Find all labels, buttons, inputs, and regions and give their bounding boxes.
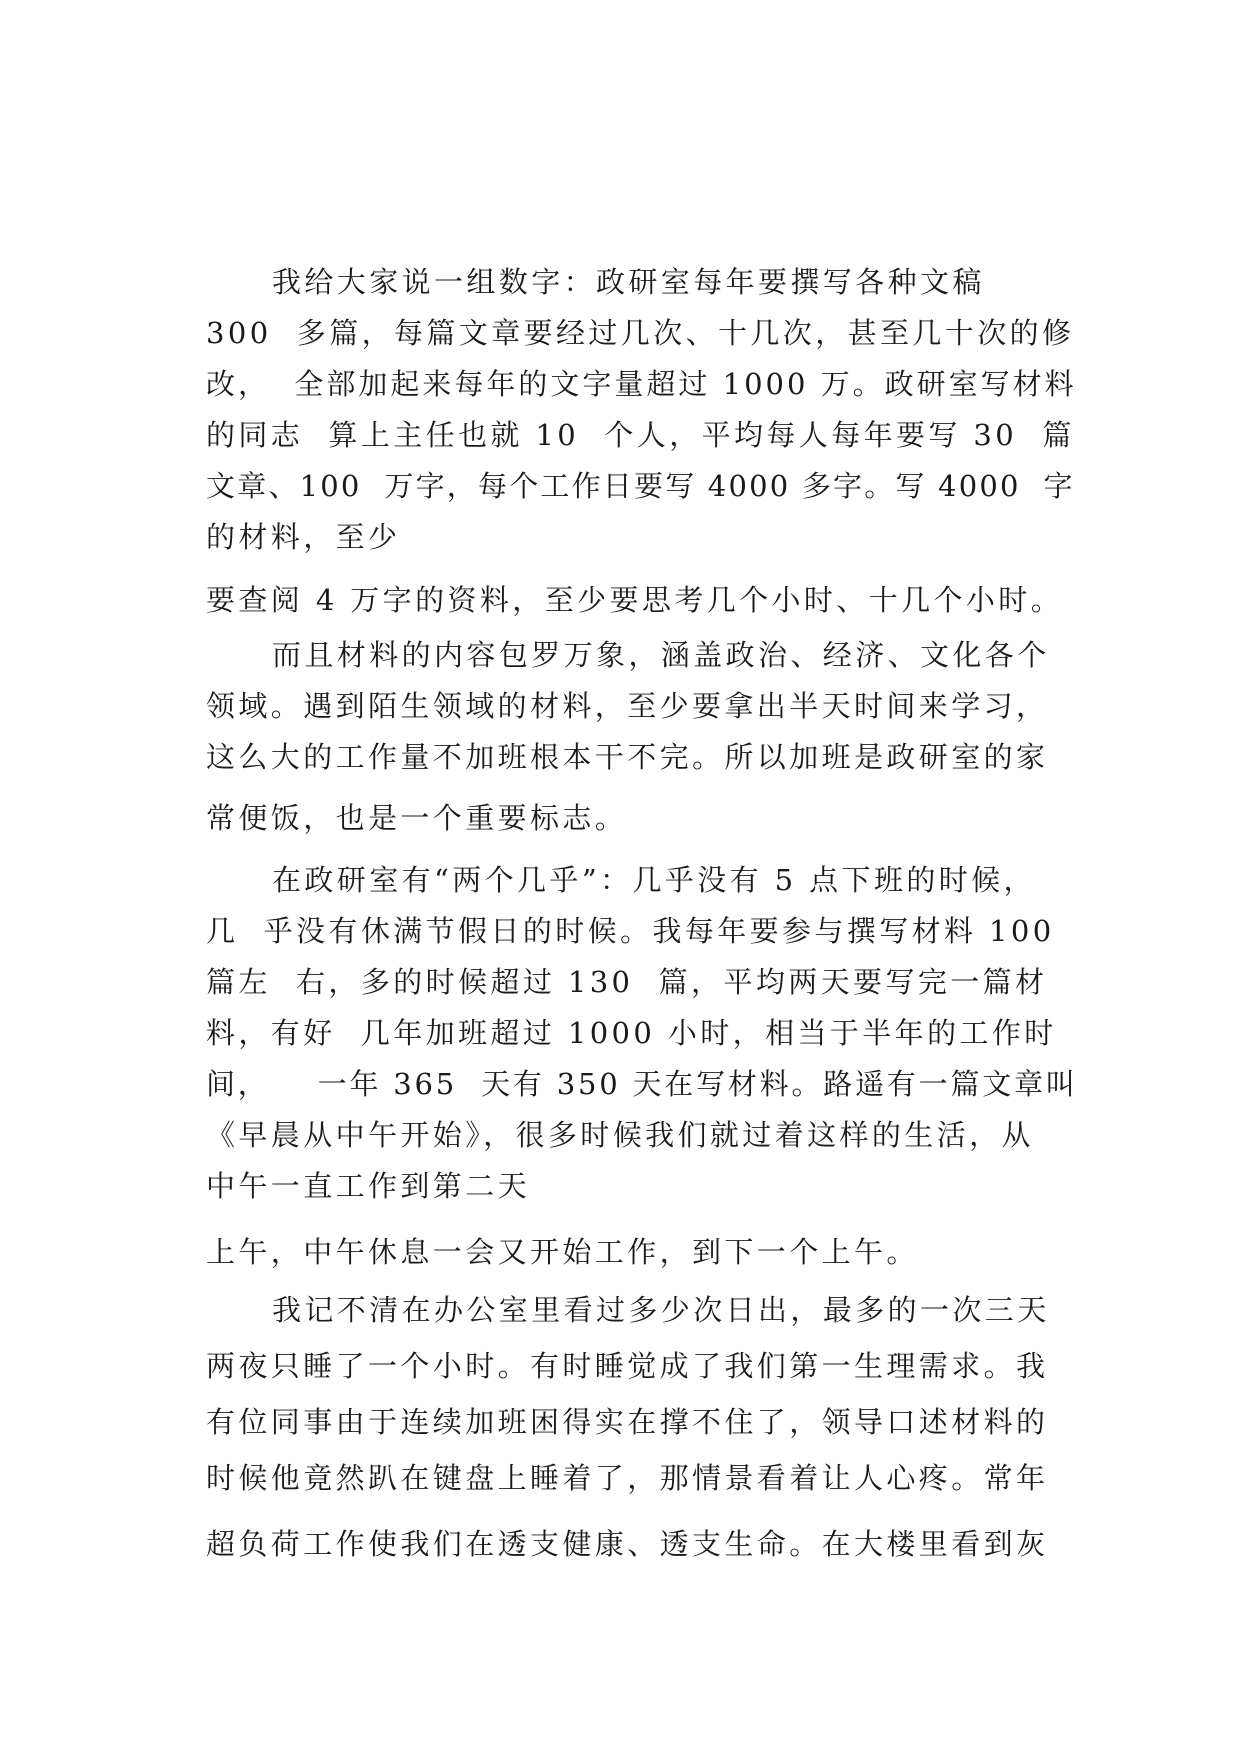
text-line: 的材料，至少 xyxy=(206,520,401,554)
text-line: 的同志 算上主任也就 10 个人，平均每人每年要写 30 篇 xyxy=(206,418,1075,452)
text-line: 上午，中午休息一会又开始工作，到下一个上午。 xyxy=(206,1235,919,1269)
text-line: 改， 全部加起来每年的文字量超过 1000 万。政研室写材料 xyxy=(206,367,1077,401)
text-line: 料，有好 几年加班超过 1000 小时，相当于半年的工作时 xyxy=(206,1016,1057,1050)
text-line: 而且材料的内容包罗万象，涵盖政治、经济、文化各个 xyxy=(272,638,1050,672)
text-line: 超负荷工作使我们在透支健康、透支生命。在大楼里看到灰 xyxy=(206,1527,1049,1561)
text-line: 几 乎没有休满节假日的时候。我每年要参与撰写材料 100 xyxy=(206,914,1055,948)
text-line: 两夜只睡了一个小时。有时睡觉成了我们第一生理需求。我 xyxy=(206,1349,1049,1383)
text-line: 要查阅 4 万字的资料，至少要思考几个小时、十几个小时。 xyxy=(206,583,1064,617)
text-line: 《早晨从中午开始》，很多时候我们就过着这样的生活，从 xyxy=(206,1118,1034,1152)
text-line: 中午一直工作到第二天 xyxy=(206,1169,531,1203)
text-line: 领域。遇到陌生领域的材料，至少要拿出半天时间来学习， xyxy=(206,689,1049,723)
text-line: 时候他竟然趴在键盘上睡着了，那情景看着让人心疼。常年 xyxy=(206,1461,1049,1495)
text-line: 文章、100 万字，每个工作日要写 4000 多字。写 4000 字 xyxy=(206,469,1075,503)
text-line: 篇左 右，多的时候超过 130 篇，平均两天要写完一篇材 xyxy=(206,965,1048,999)
text-line: 我给大家说一组数字：政研室每年要撰写各种文稿 xyxy=(272,265,985,299)
text-line: 间， 一年 365 天有 350 天在写材料。路遥有一篇文章叫 xyxy=(206,1067,1078,1101)
text-line: 有位同事由于连续加班困得实在撑不住了，领导口述材料的 xyxy=(206,1405,1049,1439)
text-line: 在政研室有“两个几乎”：几乎没有 5 点下班的时候， xyxy=(272,863,1036,897)
text-line: 300 多篇，每篇文章要经过几次、十几次，甚至几十次的修 xyxy=(206,316,1075,350)
text-line: 这么大的工作量不加班根本干不完。所以加班是政研室的家 xyxy=(206,740,1049,774)
text-line: 常便饭，也是一个重要标志。 xyxy=(206,801,628,835)
text-line: 我记不清在办公室里看过多少次日出，最多的一次三天 xyxy=(272,1293,1050,1327)
